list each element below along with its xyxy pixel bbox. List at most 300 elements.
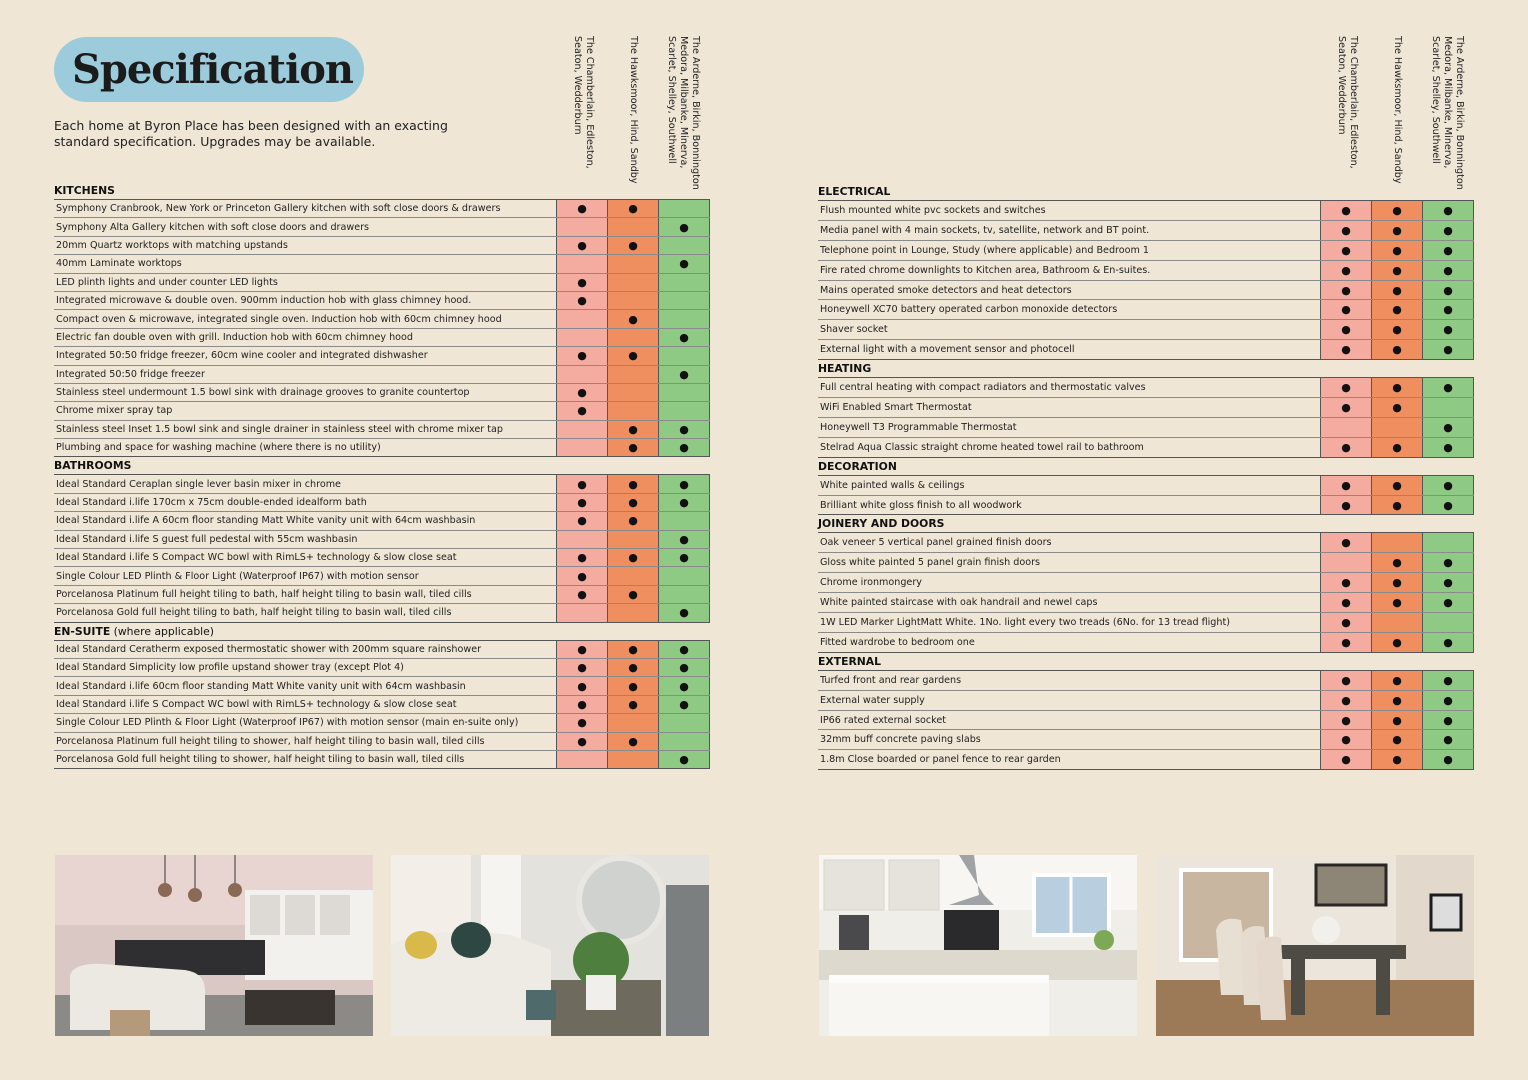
availability-cell-2	[1372, 533, 1423, 553]
availability-cell-2: ●	[1372, 220, 1423, 240]
table-row	[54, 732, 710, 750]
table-row	[54, 347, 710, 365]
table-row	[818, 613, 1474, 633]
table-row	[54, 255, 710, 273]
spec-item-label: Chrome ironmongery	[818, 573, 1321, 593]
spec-item-label: Flush mounted white pvc sockets and switches	[818, 201, 1321, 221]
availability-cell-2	[1372, 417, 1423, 437]
availability-cell-3: ●	[659, 475, 710, 493]
availability-cell-2: ●	[608, 236, 659, 254]
availability-cell-1: ●	[1321, 260, 1372, 280]
availability-cell-3: ●	[659, 677, 710, 695]
table-row	[818, 573, 1474, 593]
spec-item-label: Ideal Standard i.life 170cm x 75cm double-ended idealform bath	[54, 493, 557, 511]
availability-cell-1: ●	[1321, 593, 1372, 613]
column-header-3-right: The Arderne, Birkin, Bonnington Medora, Milbanke, Minerva, Scarlet, Shelley, Southwell	[1430, 36, 1465, 190]
availability-cell-1: ●	[1321, 750, 1372, 770]
spec-item-label: Symphony Alta Gallery kitchen with soft close doors and drawers	[54, 218, 557, 236]
table-row	[54, 585, 710, 603]
availability-cell-1	[557, 255, 608, 273]
table-row	[54, 493, 710, 511]
availability-cell-2	[608, 383, 659, 401]
availability-cell-1: ●	[557, 493, 608, 511]
availability-cell-2: ●	[1372, 632, 1423, 652]
spec-item-label: IP66 rated external socket	[818, 710, 1321, 730]
availability-cell-3: ●	[1423, 437, 1474, 457]
table-row	[54, 273, 710, 291]
page-title: Specification	[72, 46, 353, 93]
availability-cell-1	[557, 439, 608, 457]
availability-cell-3: ●	[659, 218, 710, 236]
spec-item-label: Porcelanosa Gold full height tiling to shower, half height tiling to basin wall, tiled cills	[54, 750, 557, 768]
spec-item-label: Electric fan double oven with grill. Induction hob with 60cm chimney hood	[54, 328, 557, 346]
availability-cell-1: ●	[557, 640, 608, 658]
spec-table	[54, 640, 710, 770]
availability-cell-3: ●	[1423, 201, 1474, 221]
availability-cell-3: ●	[1423, 240, 1474, 260]
spec-item-label: Oak veneer 5 vertical panel grained finish doors	[818, 533, 1321, 553]
spec-item-label: Compact oven & microwave, integrated single oven. Induction hob with 60cm chimney hood	[54, 310, 557, 328]
section-title: ELECTRICAL	[818, 185, 891, 198]
availability-cell-3	[659, 512, 710, 530]
availability-cell-1: ●	[557, 383, 608, 401]
spec-item-label: Chrome mixer spray tap	[54, 402, 557, 420]
spec-item-label: Porcelanosa Gold full height tiling to bath, half height tiling to basin wall, tiled cills	[54, 604, 557, 622]
availability-cell-3: ●	[1423, 690, 1474, 710]
section-title: JOINERY AND DOORS	[818, 517, 945, 531]
table-row	[818, 240, 1474, 260]
spec-table	[818, 475, 1474, 516]
table-row	[818, 730, 1474, 750]
table-row	[54, 750, 710, 768]
availability-cell-3	[659, 236, 710, 254]
availability-cell-3: ●	[659, 365, 710, 383]
spec-item-label: Porcelanosa Platinum full height tiling to bath, half height tiling to basin wall, tiled cills	[54, 585, 557, 603]
availability-cell-2	[608, 255, 659, 273]
availability-cell-3: ●	[1423, 320, 1474, 340]
availability-cell-1: ●	[1321, 690, 1372, 710]
availability-cell-2: ●	[608, 200, 659, 218]
table-row	[54, 549, 710, 567]
availability-cell-1	[557, 420, 608, 438]
availability-cell-1	[557, 310, 608, 328]
availability-cell-2	[608, 402, 659, 420]
table-row	[818, 670, 1474, 690]
availability-cell-1: ●	[1321, 573, 1372, 593]
availability-cell-1: ●	[1321, 632, 1372, 652]
table-row	[818, 340, 1474, 360]
spec-item-label: Shaver socket	[818, 320, 1321, 340]
spec-item-label: Brilliant white gloss finish to all woodwork	[818, 495, 1321, 515]
availability-cell-1	[557, 365, 608, 383]
availability-cell-3: ●	[659, 549, 710, 567]
spec-item-label: Ideal Standard i.life S guest full pedestal with 55cm washbasin	[54, 530, 557, 548]
availability-cell-1: ●	[557, 732, 608, 750]
spec-item-label: 20mm Quartz worktops with matching upstands	[54, 236, 557, 254]
availability-cell-3	[1423, 398, 1474, 418]
availability-cell-1: ●	[1321, 710, 1372, 730]
table-row	[818, 260, 1474, 280]
availability-cell-2: ●	[1372, 750, 1423, 770]
availability-cell-1	[557, 328, 608, 346]
availability-cell-3: ●	[1423, 593, 1474, 613]
availability-cell-1: ●	[557, 512, 608, 530]
table-row	[818, 533, 1474, 553]
table-row	[54, 714, 710, 732]
left-spec-column	[54, 183, 710, 769]
spec-table	[818, 670, 1474, 770]
table-row	[54, 291, 710, 309]
table-row	[818, 632, 1474, 652]
availability-cell-3: ●	[1423, 378, 1474, 398]
availability-cell-3: ●	[1423, 300, 1474, 320]
table-row	[54, 695, 710, 713]
availability-cell-1: ●	[1321, 340, 1372, 360]
availability-cell-1: ●	[557, 677, 608, 695]
availability-cell-3	[1423, 533, 1474, 553]
availability-cell-2: ●	[1372, 320, 1423, 340]
table-row	[54, 236, 710, 254]
spec-item-label: Telephone point in Lounge, Study (where applicable) and Bedroom 1	[818, 240, 1321, 260]
column-header-1: The Chamberlain, Edleston, Seaton, Wedderburn	[572, 36, 595, 169]
availability-cell-2: ●	[1372, 437, 1423, 457]
table-row	[818, 280, 1474, 300]
availability-cell-1: ●	[1321, 240, 1372, 260]
availability-cell-3: ●	[1423, 280, 1474, 300]
availability-cell-3: ●	[659, 439, 710, 457]
spec-item-label: Stainless steel undermount 1.5 bowl sink with drainage grooves to granite countertop	[54, 383, 557, 401]
spec-item-label: 40mm Laminate worktops	[54, 255, 557, 273]
availability-cell-3	[659, 714, 710, 732]
availability-cell-3: ●	[659, 750, 710, 768]
availability-cell-2: ●	[608, 420, 659, 438]
availability-cell-2: ●	[608, 439, 659, 457]
table-row	[54, 328, 710, 346]
availability-cell-2: ●	[1372, 495, 1423, 515]
table-row	[54, 420, 710, 438]
availability-cell-2	[608, 273, 659, 291]
spec-item-label: Fitted wardrobe to bedroom one	[818, 632, 1321, 652]
availability-cell-2: ●	[1372, 553, 1423, 573]
spec-item-label: Turfed front and rear gardens	[818, 670, 1321, 690]
availability-cell-2	[608, 604, 659, 622]
spec-table	[54, 474, 710, 622]
availability-cell-2: ●	[1372, 300, 1423, 320]
spec-item-label: WiFi Enabled Smart Thermostat	[818, 398, 1321, 418]
availability-cell-3: ●	[659, 530, 710, 548]
table-row	[54, 604, 710, 622]
spec-item-label: Plumbing and space for washing machine (where there is no utility)	[54, 439, 557, 457]
availability-cell-2: ●	[1372, 240, 1423, 260]
availability-cell-2	[608, 328, 659, 346]
availability-cell-1: ●	[557, 695, 608, 713]
availability-cell-3: ●	[659, 604, 710, 622]
availability-cell-1: ●	[1321, 475, 1372, 495]
column-header-2-right: The Hawksmoor, Hind, Sandby	[1392, 36, 1403, 184]
spec-item-label: Ideal Standard i.life 60cm floor standing Matt White vanity unit with 64cm washbasin	[54, 677, 557, 695]
spec-table	[818, 200, 1474, 360]
availability-cell-3: ●	[1423, 495, 1474, 515]
spec-table	[54, 199, 710, 457]
spec-item-label: External water supply	[818, 690, 1321, 710]
right-spec-column	[818, 184, 1474, 770]
availability-cell-1: ●	[1321, 533, 1372, 553]
table-row	[54, 310, 710, 328]
table-row	[818, 690, 1474, 710]
availability-cell-3: ●	[659, 493, 710, 511]
availability-cell-3	[659, 291, 710, 309]
spec-table	[818, 532, 1474, 652]
availability-cell-3: ●	[1423, 710, 1474, 730]
availability-cell-3: ●	[659, 658, 710, 676]
availability-cell-1	[1321, 553, 1372, 573]
availability-cell-2: ●	[608, 347, 659, 365]
availability-cell-2: ●	[608, 585, 659, 603]
table-row	[54, 640, 710, 658]
availability-cell-3: ●	[1423, 220, 1474, 240]
availability-cell-1: ●	[1321, 495, 1372, 515]
spec-item-label: Stelrad Aqua Classic straight chrome heated towel rail to bathroom	[818, 437, 1321, 457]
kitchen-photo	[819, 855, 1137, 1036]
availability-cell-3: ●	[1423, 553, 1474, 573]
availability-cell-3	[659, 383, 710, 401]
availability-cell-2	[1372, 613, 1423, 633]
table-row	[818, 300, 1474, 320]
table-row	[818, 475, 1474, 495]
spec-item-label: Integrated microwave & double oven. 900mm induction hob with glass chimney hood.	[54, 291, 557, 309]
availability-cell-1: ●	[1321, 220, 1372, 240]
section-title: EXTERNAL	[818, 654, 882, 668]
availability-cell-3	[659, 732, 710, 750]
table-row	[54, 365, 710, 383]
availability-cell-1: ●	[1321, 670, 1372, 690]
column-header-3: The Arderne, Birkin, Bonnington Medora, Milbanke, Minerva, Scarlet, Shelley, Southwell	[666, 36, 701, 190]
availability-cell-2: ●	[1372, 340, 1423, 360]
availability-cell-2: ●	[608, 732, 659, 750]
table-row	[54, 475, 710, 493]
spec-item-label: Ideal Standard Ceraplan single lever basin mixer in chrome	[54, 475, 557, 493]
availability-cell-3: ●	[659, 695, 710, 713]
table-row	[54, 530, 710, 548]
spec-item-label: Gloss white painted 5 panel grain finish doors	[818, 553, 1321, 573]
spec-item-label: 32mm buff concrete paving slabs	[818, 730, 1321, 750]
availability-cell-2	[608, 714, 659, 732]
table-row	[54, 218, 710, 236]
availability-cell-1: ●	[557, 347, 608, 365]
table-row	[54, 677, 710, 695]
availability-cell-3: ●	[1423, 730, 1474, 750]
availability-cell-3: ●	[659, 255, 710, 273]
spec-item-label: White painted staircase with oak handrail and newel caps	[818, 593, 1321, 613]
section-title: DECORATION	[818, 459, 897, 473]
availability-cell-1: ●	[557, 236, 608, 254]
availability-cell-2: ●	[608, 549, 659, 567]
table-row	[54, 658, 710, 676]
spec-item-label: Ideal Standard Simplicity low profile upstand shower tray (except Plot 4)	[54, 658, 557, 676]
availability-cell-3: ●	[659, 328, 710, 346]
availability-cell-3	[1423, 613, 1474, 633]
availability-cell-3: ●	[1423, 260, 1474, 280]
spec-item-label: Single Colour LED Plinth & Floor Light (Waterproof IP67) with motion sensor (main en-suite only)	[54, 714, 557, 732]
availability-cell-1: ●	[557, 273, 608, 291]
spec-item-label: External light with a movement sensor and photocell	[818, 340, 1321, 360]
availability-cell-2: ●	[608, 493, 659, 511]
availability-cell-2: ●	[1372, 201, 1423, 221]
table-row	[818, 750, 1474, 770]
availability-cell-3	[659, 273, 710, 291]
title-pill	[54, 37, 364, 102]
availability-cell-3	[659, 567, 710, 585]
table-row	[54, 200, 710, 218]
availability-cell-3	[659, 200, 710, 218]
availability-cell-1: ●	[557, 402, 608, 420]
column-header-1-right: The Chamberlain, Edleston, Seaton, Wedderburn	[1336, 36, 1359, 169]
column-header-2: The Hawksmoor, Hind, Sandby	[628, 36, 639, 184]
availability-cell-2: ●	[1372, 475, 1423, 495]
availability-cell-1	[557, 604, 608, 622]
availability-cell-2: ●	[1372, 260, 1423, 280]
availability-cell-1: ●	[557, 475, 608, 493]
spec-item-label: Media panel with 4 main sockets, tv, satellite, network and BT point.	[818, 220, 1321, 240]
availability-cell-1	[557, 750, 608, 768]
spec-item-label: Ideal Standard i.life S Compact WC bowl with RimLS+ technology & slow close seat	[54, 549, 557, 567]
availability-cell-1: ●	[1321, 201, 1372, 221]
intro-text: Each home at Byron Place has been designed with an exacting standard specification. Upgrades may be available.	[54, 118, 448, 149]
section-title: EN-SUITE (where applicable)	[54, 624, 215, 638]
availability-cell-1: ●	[557, 200, 608, 218]
spec-item-label: Full central heating with compact radiators and thermostatic valves	[818, 378, 1321, 398]
availability-cell-2	[608, 750, 659, 768]
section-title: KITCHENS	[54, 184, 115, 197]
table-row	[54, 567, 710, 585]
availability-cell-2: ●	[1372, 593, 1423, 613]
availability-cell-3: ●	[1423, 475, 1474, 495]
availability-cell-1: ●	[557, 567, 608, 585]
spec-item-label: 1W LED Marker LightMatt White. 1No. light every two treads (6No. for 13 tread flight)	[818, 613, 1321, 633]
availability-cell-1: ●	[557, 549, 608, 567]
availability-cell-2: ●	[1372, 280, 1423, 300]
availability-cell-2: ●	[608, 310, 659, 328]
availability-cell-3: ●	[659, 420, 710, 438]
availability-cell-1	[557, 530, 608, 548]
spec-item-label: Honeywell T3 Programmable Thermostat	[818, 417, 1321, 437]
availability-cell-2: ●	[608, 695, 659, 713]
availability-cell-2: ●	[1372, 573, 1423, 593]
availability-cell-2: ●	[608, 475, 659, 493]
availability-cell-2: ●	[1372, 710, 1423, 730]
availability-cell-3: ●	[1423, 340, 1474, 360]
availability-cell-1: ●	[1321, 320, 1372, 340]
spec-item-label: White painted walls & ceilings	[818, 475, 1321, 495]
availability-cell-2: ●	[1372, 730, 1423, 750]
availability-cell-1: ●	[1321, 398, 1372, 418]
availability-cell-3: ●	[659, 640, 710, 658]
availability-cell-1: ●	[1321, 437, 1372, 457]
table-row	[818, 320, 1474, 340]
availability-cell-2	[608, 218, 659, 236]
availability-cell-3	[659, 585, 710, 603]
availability-cell-3: ●	[1423, 750, 1474, 770]
table-row	[818, 398, 1474, 418]
spec-item-label: Porcelanosa Platinum full height tiling to shower, half height tiling to basin wall, tiled cills	[54, 732, 557, 750]
spec-item-label: Mains operated smoke detectors and heat detectors	[818, 280, 1321, 300]
lounge-photo	[391, 855, 709, 1036]
table-row	[818, 417, 1474, 437]
availability-cell-3	[659, 347, 710, 365]
availability-cell-2: ●	[1372, 670, 1423, 690]
table-row	[818, 495, 1474, 515]
availability-cell-3: ●	[1423, 670, 1474, 690]
table-row	[818, 710, 1474, 730]
spec-item-label: LED plinth lights and under counter LED lights	[54, 273, 557, 291]
spec-item-label: Ideal Standard Ceratherm exposed thermostatic shower with 200mm square rainshower	[54, 640, 557, 658]
spec-item-label: Symphony Cranbrook, New York or Princeton Gallery kitchen with soft close doors & drawers	[54, 200, 557, 218]
availability-cell-1: ●	[1321, 613, 1372, 633]
table-row	[818, 201, 1474, 221]
table-row	[818, 220, 1474, 240]
availability-cell-3	[659, 310, 710, 328]
availability-cell-1: ●	[1321, 280, 1372, 300]
spec-item-label: Ideal Standard i.life A 60cm floor standing Matt White vanity unit with 64cm washbasin	[54, 512, 557, 530]
availability-cell-1: ●	[557, 585, 608, 603]
table-row	[54, 439, 710, 457]
dining-room-photo	[1156, 855, 1474, 1036]
section-title: BATHROOMS	[54, 459, 132, 473]
section-title: HEATING	[818, 362, 872, 376]
spec-item-label: Integrated 50:50 fridge freezer, 60cm wine cooler and integrated dishwasher	[54, 347, 557, 365]
table-row	[54, 512, 710, 530]
table-row	[54, 383, 710, 401]
spec-item-label: Ideal Standard i.life S Compact WC bowl with RimLS+ technology & slow close seat	[54, 695, 557, 713]
table-row	[818, 593, 1474, 613]
spec-item-label: Single Colour LED Plinth & Floor Light (Waterproof IP67) with motion sensor	[54, 567, 557, 585]
spec-item-label: Honeywell XC70 battery operated carbon monoxide detectors	[818, 300, 1321, 320]
availability-cell-2: ●	[608, 658, 659, 676]
table-row	[818, 437, 1474, 457]
spec-item-label: Fire rated chrome downlights to Kitchen area, Bathroom & En-suites.	[818, 260, 1321, 280]
availability-cell-1: ●	[1321, 378, 1372, 398]
availability-cell-2: ●	[1372, 378, 1423, 398]
availability-cell-2	[608, 567, 659, 585]
availability-cell-3: ●	[1423, 417, 1474, 437]
spec-table	[818, 377, 1474, 458]
availability-cell-2: ●	[608, 677, 659, 695]
availability-cell-2: ●	[608, 512, 659, 530]
availability-cell-1: ●	[557, 291, 608, 309]
spec-item-label: Stainless steel Inset 1.5 bowl sink and single drainer in stainless steel with chrome mixer tap	[54, 420, 557, 438]
availability-cell-1: ●	[1321, 300, 1372, 320]
availability-cell-1	[1321, 417, 1372, 437]
availability-cell-3: ●	[1423, 632, 1474, 652]
spec-item-label: Integrated 50:50 fridge freezer	[54, 365, 557, 383]
availability-cell-2: ●	[608, 640, 659, 658]
living-room-photo	[55, 855, 373, 1036]
availability-cell-2	[608, 530, 659, 548]
availability-cell-2	[608, 291, 659, 309]
availability-cell-1: ●	[557, 658, 608, 676]
table-row	[818, 553, 1474, 573]
availability-cell-1	[557, 218, 608, 236]
spec-item-label: 1.8m Close boarded or panel fence to rear garden	[818, 750, 1321, 770]
availability-cell-1: ●	[1321, 730, 1372, 750]
availability-cell-3: ●	[1423, 573, 1474, 593]
availability-cell-3	[659, 402, 710, 420]
table-row	[54, 402, 710, 420]
availability-cell-2: ●	[1372, 690, 1423, 710]
availability-cell-2: ●	[1372, 398, 1423, 418]
availability-cell-2	[608, 365, 659, 383]
table-row	[818, 378, 1474, 398]
